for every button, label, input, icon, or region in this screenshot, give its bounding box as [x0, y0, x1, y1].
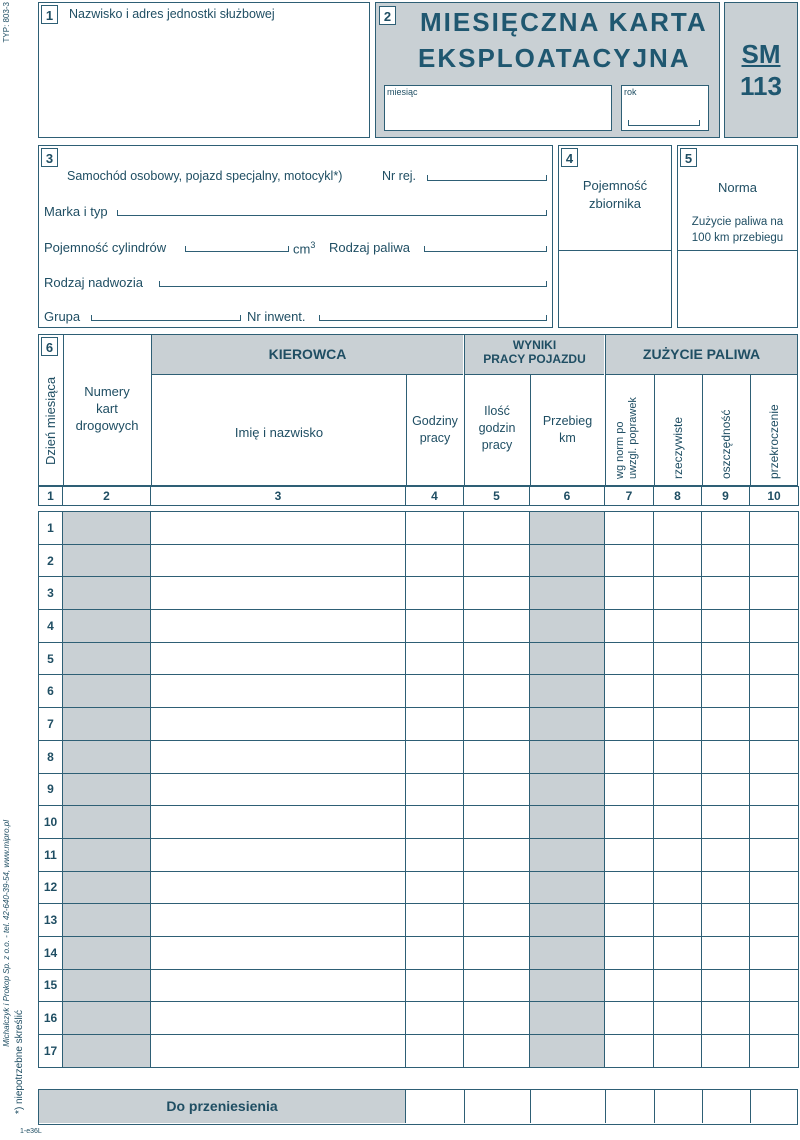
body-type-field[interactable]: [159, 281, 547, 287]
table-row: [39, 936, 799, 969]
table-cell[interactable]: [530, 936, 605, 969]
section-vehicle: [38, 145, 553, 328]
month-field[interactable]: [384, 85, 612, 131]
section-number: 3: [41, 148, 58, 167]
table-cell[interactable]: [702, 806, 750, 839]
hours-line2: godzin: [478, 421, 516, 435]
col-sep: [750, 375, 751, 485]
table-cell[interactable]: [464, 577, 530, 610]
day-number: 16: [39, 1002, 63, 1035]
tank-capacity-value-field[interactable]: [561, 254, 669, 324]
day-number: 13: [39, 904, 63, 937]
table-cell[interactable]: [750, 610, 799, 643]
hours-line3: pracy: [481, 438, 513, 452]
table-row: [39, 642, 799, 675]
table-cell[interactable]: [605, 806, 654, 839]
day-number: 6: [39, 675, 63, 708]
table-cell[interactable]: [654, 512, 702, 545]
table-cell[interactable]: [605, 904, 654, 937]
col-sep: [654, 1090, 655, 1123]
table-cell[interactable]: [605, 610, 654, 643]
table-cell[interactable]: [702, 838, 750, 871]
table-cell[interactable]: [530, 871, 605, 904]
work-hours-line2: pracy: [419, 431, 451, 445]
table-cell[interactable]: [63, 773, 151, 806]
mileage-header: [530, 413, 605, 447]
mileage-line1: Przebieg: [542, 414, 593, 428]
carry-over-row: [38, 1089, 798, 1125]
results-group-line2: PRACY POJAZDU: [483, 352, 586, 366]
table-cell[interactable]: [530, 969, 605, 1002]
table-row: [39, 708, 799, 741]
column-number-row: [39, 487, 799, 506]
carry-over-label: Do przeniesienia: [39, 1090, 406, 1123]
day-number: 10: [39, 806, 63, 839]
table-cell[interactable]: [63, 904, 151, 937]
table-row: [39, 1002, 799, 1035]
card-title-line1: MIESIĘCZNA KARTA: [420, 7, 708, 37]
day-number: 2: [39, 544, 63, 577]
operating-hours-header: [464, 403, 530, 454]
table-cell[interactable]: [654, 969, 702, 1002]
tank-capacity-label-line1: Pojemność: [582, 178, 648, 193]
table-row: [39, 740, 799, 773]
col-sep: [605, 1090, 606, 1123]
table-cell[interactable]: [654, 642, 702, 675]
table-cell[interactable]: [530, 610, 605, 643]
table-cell[interactable]: [530, 642, 605, 675]
table-cell[interactable]: [406, 675, 464, 708]
table-cell[interactable]: [654, 577, 702, 610]
table-cell[interactable]: [151, 1002, 406, 1035]
table-cell[interactable]: [654, 773, 702, 806]
table-row: [39, 871, 799, 904]
table-cell[interactable]: [530, 675, 605, 708]
year-label: rok: [624, 87, 637, 97]
table-cell[interactable]: [63, 1002, 151, 1035]
table-cell[interactable]: [702, 642, 750, 675]
day-number: 3: [39, 577, 63, 610]
table-cell[interactable]: [151, 1035, 406, 1068]
table-cell[interactable]: [151, 512, 406, 545]
table-cell[interactable]: [605, 969, 654, 1002]
day-number: 1: [39, 512, 63, 545]
table-cell[interactable]: [464, 904, 530, 937]
table-cell[interactable]: [464, 740, 530, 773]
inventory-label: Nr inwent.: [247, 309, 306, 324]
column-number: 2: [63, 487, 151, 506]
table-cell[interactable]: [63, 936, 151, 969]
table-cell[interactable]: [151, 642, 406, 675]
table-cell[interactable]: [530, 904, 605, 937]
table-cell[interactable]: [750, 936, 799, 969]
table-cell[interactable]: [530, 512, 605, 545]
table-row: [39, 577, 799, 610]
table-cell[interactable]: [63, 1035, 151, 1068]
cards-header-line3: drogowych: [75, 418, 139, 433]
table-cell[interactable]: [702, 969, 750, 1002]
fuel-norm-line2: uwzgl. poprawek: [627, 397, 639, 479]
table-cell[interactable]: [654, 708, 702, 741]
day-number: 14: [39, 936, 63, 969]
table-cell[interactable]: [406, 577, 464, 610]
day-number: 17: [39, 1035, 63, 1068]
table-cell[interactable]: [605, 544, 654, 577]
table-cell[interactable]: [406, 936, 464, 969]
table-row: [39, 610, 799, 643]
table-cell[interactable]: [702, 871, 750, 904]
table-cell[interactable]: [151, 544, 406, 577]
col-sep: [702, 1090, 703, 1123]
table-cell[interactable]: [654, 871, 702, 904]
section-number: 5: [680, 148, 697, 167]
table-cell[interactable]: [605, 838, 654, 871]
day-number: 9: [39, 773, 63, 806]
table-cell[interactable]: [750, 969, 799, 1002]
table-cell[interactable]: [750, 642, 799, 675]
table-cell[interactable]: [654, 838, 702, 871]
day-number: 11: [39, 838, 63, 871]
table-cell[interactable]: [750, 806, 799, 839]
table-cell[interactable]: [750, 773, 799, 806]
day-number: 7: [39, 708, 63, 741]
table-cell[interactable]: [464, 936, 530, 969]
table-row: [39, 1035, 799, 1068]
column-number: 8: [654, 487, 702, 506]
table-cell[interactable]: [63, 577, 151, 610]
table-cell[interactable]: [654, 806, 702, 839]
table-cell[interactable]: [605, 642, 654, 675]
table-cell[interactable]: [406, 1035, 464, 1068]
table-cell[interactable]: [63, 740, 151, 773]
table-cell[interactable]: [702, 512, 750, 545]
column-number: 7: [605, 487, 654, 506]
table-cell[interactable]: [464, 675, 530, 708]
reg-number-field[interactable]: [427, 175, 547, 181]
fuel-saving-header: oszczędność: [719, 409, 733, 479]
table-cell[interactable]: [464, 838, 530, 871]
tank-capacity-divider: [559, 250, 671, 251]
make-model-field[interactable]: [117, 210, 547, 216]
col-sep: [702, 375, 703, 485]
table-cell[interactable]: [63, 675, 151, 708]
bottom-code: 1-e36L: [20, 1128, 42, 1135]
section-number: 4: [561, 148, 578, 167]
section-unit-address[interactable]: [38, 2, 370, 138]
table-cell[interactable]: [63, 806, 151, 839]
table-cell[interactable]: [605, 773, 654, 806]
table-row: [39, 675, 799, 708]
table-cell[interactable]: [654, 740, 702, 773]
table-cell[interactable]: [151, 838, 406, 871]
group-label: Grupa: [44, 309, 81, 324]
inventory-field[interactable]: [319, 315, 547, 321]
table-cell[interactable]: [605, 740, 654, 773]
group-field[interactable]: [91, 315, 241, 321]
fuel-norm-line1: wg norm po: [614, 421, 626, 479]
table-cell[interactable]: [750, 838, 799, 871]
section-number: 2: [379, 6, 396, 25]
table-cell[interactable]: [702, 773, 750, 806]
table-cell[interactable]: [530, 740, 605, 773]
column-number: 10: [750, 487, 799, 506]
year-field[interactable]: [621, 85, 709, 131]
table-cell[interactable]: [702, 708, 750, 741]
table-cell[interactable]: [750, 577, 799, 610]
driver-group-header: KIEROWCA: [152, 335, 463, 375]
table-cell[interactable]: [406, 806, 464, 839]
table-cell[interactable]: [151, 969, 406, 1002]
table-cell[interactable]: [654, 936, 702, 969]
table-cell[interactable]: [464, 642, 530, 675]
vehicle-type-label: Samochód osobowy, pojazd specjalny, motocykl*): [67, 169, 343, 183]
column-number: 3: [151, 487, 406, 506]
table-cell[interactable]: [406, 708, 464, 741]
table-cell[interactable]: [750, 1035, 799, 1068]
table-cell[interactable]: [151, 610, 406, 643]
table-cell[interactable]: [530, 838, 605, 871]
fuel-actual-header: rzeczywiste: [671, 416, 685, 479]
driver-name-header: Imię i nazwisko: [234, 425, 324, 440]
fuel-overrun-header: przekroczenie: [767, 404, 781, 479]
table-cell[interactable]: [63, 969, 151, 1002]
fuel-group-header: ZUŻYCIE PALIWA: [606, 335, 797, 375]
table-cell[interactable]: [464, 806, 530, 839]
day-number: 15: [39, 969, 63, 1002]
table-cell[interactable]: [750, 904, 799, 937]
table-cell[interactable]: [464, 610, 530, 643]
col-sep: [654, 375, 655, 485]
table-row: [39, 773, 799, 806]
table-cell[interactable]: [605, 675, 654, 708]
table-cell[interactable]: [750, 740, 799, 773]
footnote: *) niepotrzebne skreślić: [14, 1010, 25, 1114]
table-cell[interactable]: [750, 1002, 799, 1035]
table-cell[interactable]: [702, 675, 750, 708]
col-sep: [750, 1090, 751, 1123]
table-cell[interactable]: [530, 577, 605, 610]
table-cell[interactable]: [750, 512, 799, 545]
table-cell[interactable]: [702, 577, 750, 610]
table-cell[interactable]: [464, 1035, 530, 1068]
results-group-line1: WYNIKI: [512, 338, 557, 352]
table-cell[interactable]: [63, 838, 151, 871]
table-cell[interactable]: [530, 544, 605, 577]
table-cell[interactable]: [654, 610, 702, 643]
table-cell[interactable]: [406, 871, 464, 904]
section-fuel-norm: [677, 145, 798, 328]
table-cell[interactable]: [406, 740, 464, 773]
table-cell[interactable]: [702, 904, 750, 937]
table-cell[interactable]: [406, 512, 464, 545]
table-cell[interactable]: [654, 1035, 702, 1068]
table-cell[interactable]: [63, 871, 151, 904]
table-cell[interactable]: [464, 871, 530, 904]
table-row: [39, 806, 799, 839]
table-cell[interactable]: [406, 969, 464, 1002]
card-title-line2: EKSPLOATACYJNA: [418, 43, 691, 73]
table-cell[interactable]: [702, 1035, 750, 1068]
table-cell[interactable]: [63, 512, 151, 545]
table-cell[interactable]: [406, 1002, 464, 1035]
table-cell[interactable]: [63, 642, 151, 675]
make-model-label: Marka i typ: [44, 204, 108, 219]
table-cell[interactable]: [151, 936, 406, 969]
table-cell[interactable]: [530, 708, 605, 741]
month-label: miesiąc: [387, 87, 418, 97]
table-cell[interactable]: [750, 675, 799, 708]
table-cell[interactable]: [63, 544, 151, 577]
road-card-numbers-header: [63, 383, 151, 434]
table-cell[interactable]: [605, 871, 654, 904]
table-cell[interactable]: [702, 610, 750, 643]
day-number: 4: [39, 610, 63, 643]
norm-label: Norma: [717, 180, 757, 195]
table-cell[interactable]: [605, 936, 654, 969]
section-card-title: [375, 2, 720, 138]
table-row: [39, 544, 799, 577]
tank-capacity-label-line2: zbiornika: [588, 196, 642, 211]
engine-capacity-field[interactable]: [185, 246, 289, 252]
table-cell[interactable]: [530, 773, 605, 806]
table-cell[interactable]: [702, 1002, 750, 1035]
table-cell[interactable]: [464, 708, 530, 741]
table-cell[interactable]: [151, 708, 406, 741]
table-row: [39, 904, 799, 937]
table-cell[interactable]: [464, 512, 530, 545]
table-cell[interactable]: [151, 773, 406, 806]
table-cell[interactable]: [151, 904, 406, 937]
form-code-line1: SM: [741, 39, 781, 69]
column-number: 1: [39, 487, 63, 506]
table-cell[interactable]: [750, 708, 799, 741]
cm3-unit: [293, 240, 315, 256]
cm-unit: cm: [293, 241, 311, 257]
fuel-norm-header: [614, 379, 640, 479]
table-cell[interactable]: [406, 773, 464, 806]
table-row: [39, 969, 799, 1002]
column-number: 5: [464, 487, 530, 506]
table-cell[interactable]: [406, 544, 464, 577]
table-cell[interactable]: [654, 904, 702, 937]
table-cell[interactable]: [530, 806, 605, 839]
section-tank-capacity: [558, 145, 672, 328]
section-number: 6: [41, 337, 58, 356]
norm-sub-line2: 100 km przebiegu: [691, 232, 784, 244]
table-cell[interactable]: [406, 642, 464, 675]
publisher-info: Michalczyk i Prokop Sp. z o.o. - tel. 42-640-39-54, www.mipro.pl: [2, 820, 11, 1047]
table-cell[interactable]: [530, 1002, 605, 1035]
reg-number-label: Nr rej.: [382, 169, 417, 183]
table-cell[interactable]: [605, 1035, 654, 1068]
fuel-type-field[interactable]: [424, 246, 547, 252]
table-cell[interactable]: [750, 544, 799, 577]
form-code-box: [724, 2, 798, 138]
table-cell[interactable]: [530, 1035, 605, 1068]
norm-sub-line1: Zużycie paliwa na: [691, 216, 784, 228]
unit-address-label: Nazwisko i adres jednostki służbowej: [69, 7, 275, 21]
col-sep: [530, 1090, 531, 1123]
table-cell[interactable]: [654, 1002, 702, 1035]
form-code-line2: 113: [740, 71, 782, 101]
table-cell[interactable]: [750, 871, 799, 904]
day-number: 12: [39, 871, 63, 904]
table-cell[interactable]: [464, 544, 530, 577]
mileage-line2: km: [559, 431, 576, 445]
table-cell[interactable]: [464, 1002, 530, 1035]
norm-value-field[interactable]: [680, 254, 795, 324]
column-number: 6: [530, 487, 605, 506]
results-group-header: [465, 335, 604, 375]
day-number: 8: [39, 740, 63, 773]
day-number: 5: [39, 642, 63, 675]
cards-header-line2: kart: [96, 401, 118, 416]
table-cell[interactable]: [151, 577, 406, 610]
table-cell[interactable]: [63, 708, 151, 741]
table-header: [38, 334, 798, 486]
table-cell[interactable]: [605, 1002, 654, 1035]
year-digit-marks: [628, 120, 700, 126]
type-code: TYP: 803-3: [2, 2, 11, 43]
column-number: 4: [406, 487, 464, 506]
cm-superscript: 3: [310, 240, 316, 250]
table-cell[interactable]: [151, 871, 406, 904]
table-cell[interactable]: [406, 838, 464, 871]
norm-divider: [678, 250, 797, 251]
table-cell[interactable]: [605, 577, 654, 610]
table-cell[interactable]: [702, 544, 750, 577]
table-cell[interactable]: [605, 708, 654, 741]
table-row: [39, 512, 799, 545]
work-hours-header: [406, 413, 464, 447]
table-cell[interactable]: [605, 512, 654, 545]
hours-line1: Ilość: [484, 404, 510, 418]
cards-header-line1: Numery: [84, 384, 130, 399]
table-cell[interactable]: [654, 675, 702, 708]
daily-records-table: [38, 486, 799, 1068]
body-type-label: Rodzaj nadwozia: [44, 275, 144, 290]
engine-capacity-label: Pojemność cylindrów: [44, 240, 167, 255]
table-cell[interactable]: [151, 740, 406, 773]
table-cell[interactable]: [702, 740, 750, 773]
work-hours-line1: Godziny: [412, 414, 458, 428]
table-cell[interactable]: [151, 806, 406, 839]
table-cell[interactable]: [406, 610, 464, 643]
col-sep: [464, 1090, 465, 1123]
table-row: [39, 838, 799, 871]
table-cell[interactable]: [406, 904, 464, 937]
table-cell[interactable]: [654, 544, 702, 577]
column-number: 9: [702, 487, 750, 506]
table-cell[interactable]: [63, 610, 151, 643]
day-of-month-header: Dzień miesiąca: [43, 376, 58, 466]
fuel-type-label: Rodzaj paliwa: [329, 240, 410, 255]
table-cell[interactable]: [702, 936, 750, 969]
table-cell[interactable]: [151, 675, 406, 708]
section-number: 1: [41, 5, 58, 24]
table-cell[interactable]: [464, 969, 530, 1002]
table-cell[interactable]: [464, 773, 530, 806]
